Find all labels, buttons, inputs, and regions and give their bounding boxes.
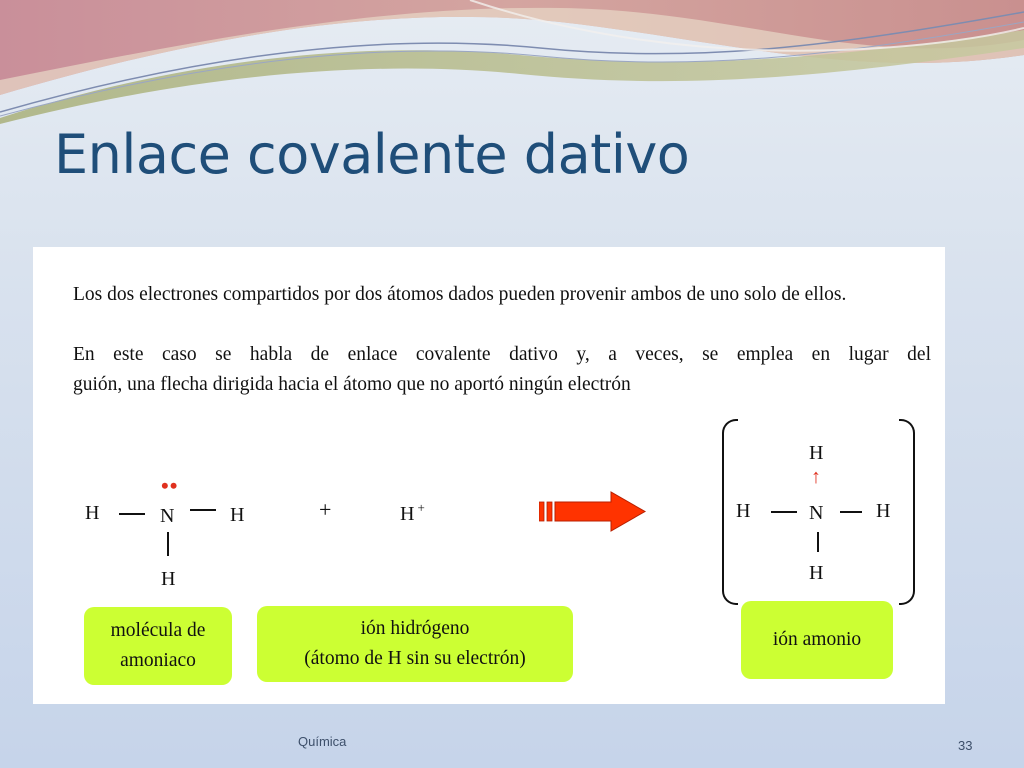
atom-h: H [230, 504, 245, 526]
bond-line [167, 532, 169, 556]
label-ammonia [84, 607, 232, 685]
bond-line [119, 513, 145, 515]
atom-n: N [160, 505, 175, 527]
paragraph-line: En este caso se habla de enlace covalente dativo y, a veces, se emplea en lugar del [73, 344, 931, 365]
right-bracket [899, 419, 915, 605]
plus-sign: + [319, 497, 332, 522]
label-ammonium [741, 601, 893, 679]
bond-line [771, 511, 797, 513]
slide-number: 33 [958, 738, 973, 753]
bond-line [190, 509, 216, 511]
reaction-arrow [539, 490, 649, 534]
lone-pair-electrons: •• [161, 473, 179, 498]
label-line: amoniaco [120, 650, 196, 671]
hydrogen-ion [400, 501, 425, 524]
bond-line [817, 532, 819, 552]
atom-n: N [809, 502, 824, 524]
label-line: ión amonio [772, 629, 862, 650]
decorative-header-swoosh [0, 0, 1024, 140]
atom-h: H [809, 562, 824, 584]
atom-h: H [400, 503, 415, 525]
paragraph-dative-bond [73, 340, 931, 400]
bond-line [840, 511, 862, 513]
figure-panel [33, 247, 945, 704]
slide-title: Enlace covalente dativo [54, 123, 690, 186]
footer-subject: Química [298, 734, 347, 749]
label-line: (átomo de H sin su electrón) [304, 648, 526, 669]
atom-h: H [736, 500, 751, 522]
label-line: ión hidrógeno [360, 618, 470, 639]
positive-charge: + [417, 500, 425, 515]
atom-h: H [161, 568, 176, 590]
atom-h: H [809, 442, 824, 464]
label-hydrogen-ion [257, 606, 573, 682]
atom-h: H [876, 500, 891, 522]
paragraph-line: guión, una flecha dirigida hacia el átomo que no aportó ningún electrón [73, 374, 631, 395]
dative-bond-arrow: ↑ [811, 466, 821, 488]
atom-h: H [85, 502, 100, 524]
label-line: molécula de [110, 620, 206, 641]
paragraph-definition: Los dos electrones compartidos por dos átomos dados pueden provenir ambos de uno solo de ellos. [73, 284, 847, 305]
